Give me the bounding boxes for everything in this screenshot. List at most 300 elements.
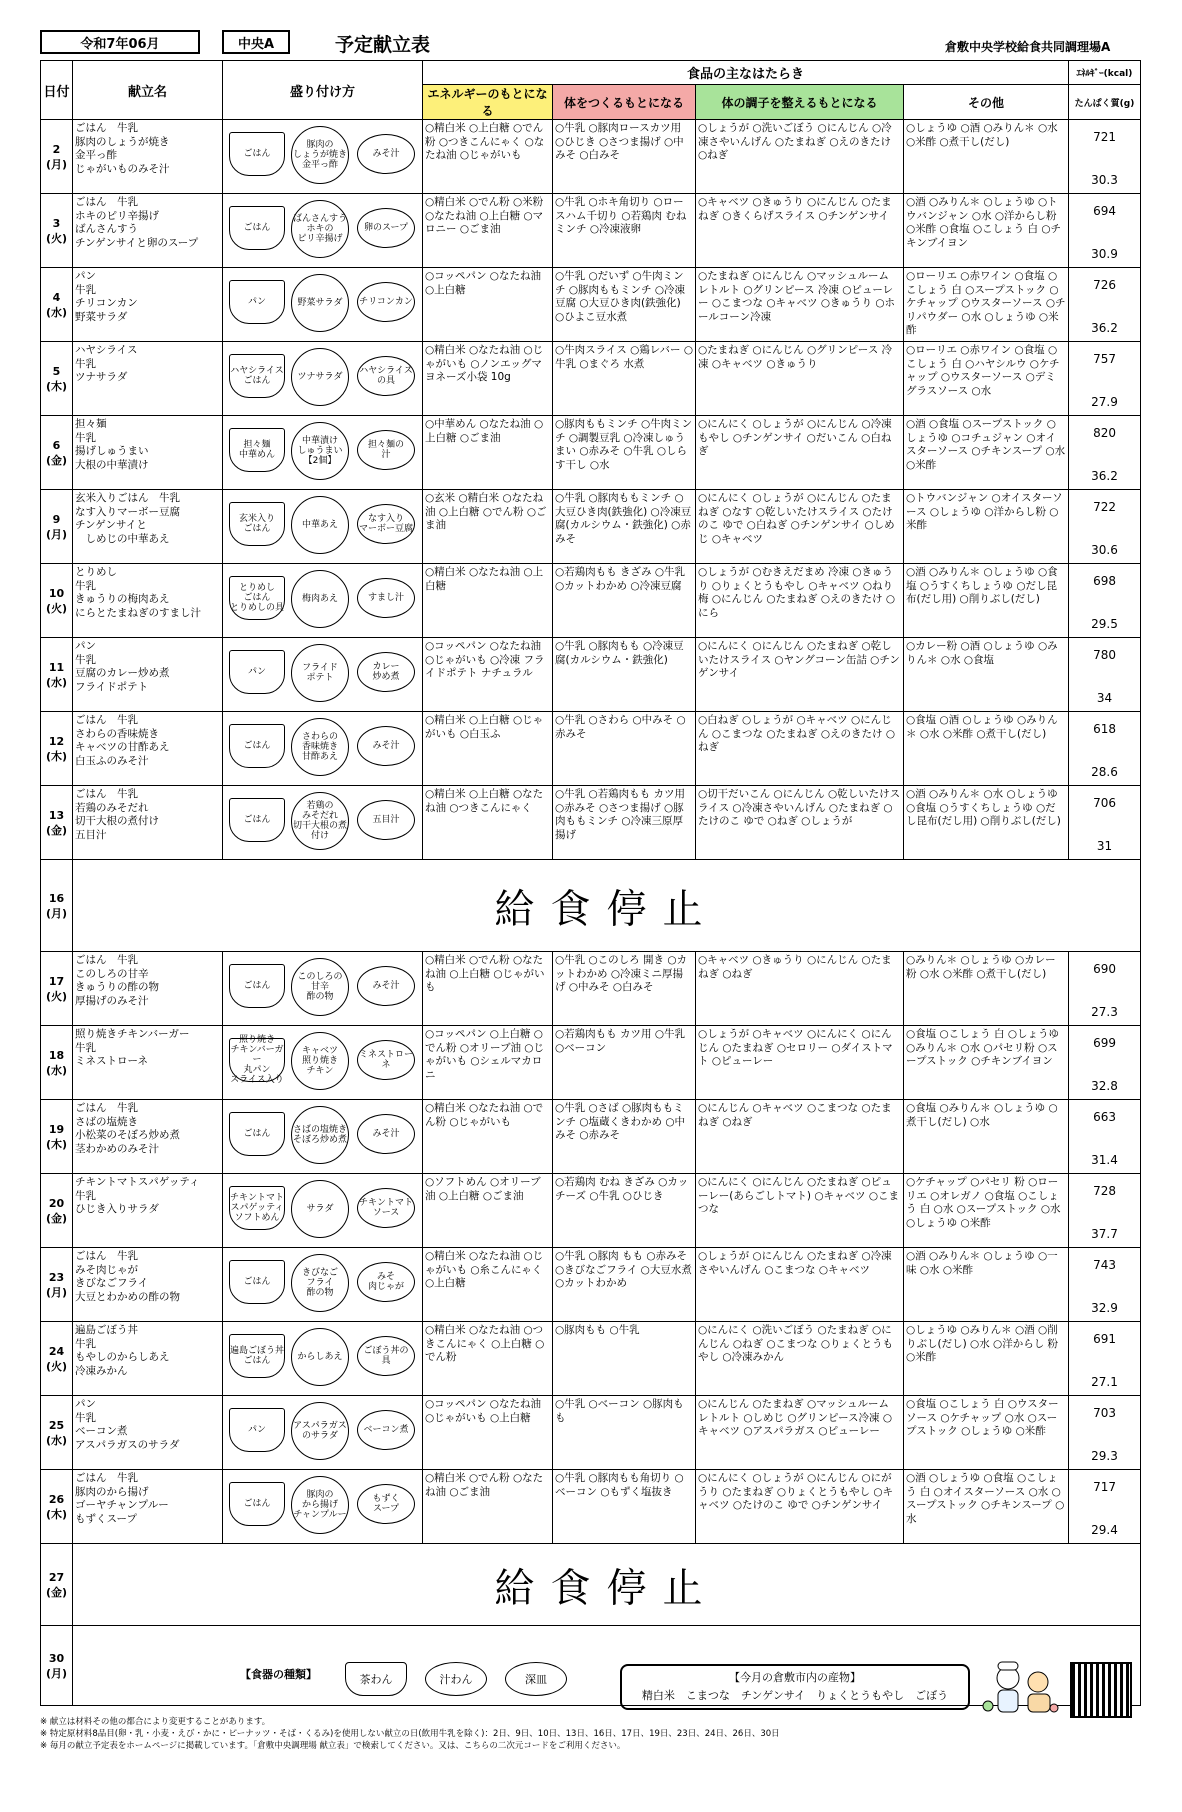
protein-g: 30.9: [1091, 247, 1118, 261]
day-of-week: (月): [45, 1285, 68, 1299]
energy-kcal: 694: [1093, 204, 1116, 218]
dish-name: ベーコン煮: [75, 1425, 128, 1437]
dish-name: 牛乳: [75, 653, 96, 666]
condition-food-cell: ○たまねぎ ○にんじん ○グリンピース 冷凍 ○キャベツ ○きゅうり: [696, 342, 904, 416]
dish-name: チンゲンサイと卵のスープ: [75, 236, 199, 249]
day-number: 30: [48, 1651, 65, 1665]
dish-name: 金平っ酢: [75, 149, 117, 161]
month-label: 令和7年06月: [40, 30, 200, 54]
other-ingredients-cell: ○酒 ○食塩 ○スープストック ○しょうゆ ○コチュジャン ○オイスターソース ○チキンスープ ○水 ○米酢: [904, 416, 1069, 490]
nutrition-cell: [1069, 194, 1141, 268]
day-cell: [41, 1470, 73, 1544]
day-of-week: (木): [45, 379, 68, 393]
soup-bowl: みそ汁: [357, 726, 415, 766]
col-energy-food: エネルギーのもとになる: [423, 85, 553, 120]
menu-cell: [73, 786, 223, 860]
dish-name: ごはん 牛乳: [75, 954, 138, 966]
dish-name: もやしのからしあえ: [75, 1351, 170, 1363]
other-ingredients-cell: ○ローリエ ○赤ワイン ○食塩 ○こしょう 白 ○スープストック ○ケチャップ ○ウスターソース ○チリパウダー ○水 ○しょうゆ ○米酢: [904, 268, 1069, 342]
dish-name: ごはん 牛乳: [75, 788, 138, 800]
day-cell: [41, 1248, 73, 1322]
day-cell: [41, 1322, 73, 1396]
dish-name: ごはん 牛乳: [75, 1472, 138, 1484]
col-day: 日付: [41, 61, 73, 120]
table-row: [41, 1248, 1141, 1322]
other-ingredients-cell: ○食塩 ○こしょう 白 ○ウスターソース ○ケチャップ ○水 ○スープストック ○しょうゆ ○米酢: [904, 1396, 1069, 1470]
rice-bowl: ごはん: [229, 206, 285, 250]
serving-diagram: [223, 952, 422, 1024]
day-number: 17: [48, 974, 65, 988]
energy-food-cell: ○精白米 ○なたね油 ○上白糖: [423, 564, 553, 638]
table-row: [41, 342, 1141, 416]
rice-bowl: 照り焼き チキンバーガー 丸パン スライス入り: [230, 1035, 284, 1085]
day-cell: [41, 194, 73, 268]
rice-bowl: ごはん: [229, 724, 285, 768]
body-food-cell: ○若鶏肉 むね きざみ ○カッチーズ ○牛乳 ○ひじき: [553, 1174, 696, 1248]
main-plate: 梅肉あえ: [291, 570, 349, 628]
energy-food-cell: ○精白米 ○なたね油 ○つきこんにゃく ○上白糖 ○でん粉: [423, 1322, 553, 1396]
table-row: [41, 416, 1141, 490]
energy-kcal: 743: [1093, 1258, 1116, 1272]
energy-food-cell: ○玄米 ○精白米 ○なたね油 ○上白糖 ○でん粉 ○ごま油: [423, 490, 553, 564]
chef-illustration-icon: [980, 1660, 1060, 1718]
condition-food-cell: ○しょうが ○にんじん ○たまねぎ ○冷凍さやいんげん ○こまつな ○キャベツ: [696, 1248, 904, 1322]
soup-bowl: なす入り マーボー豆腐: [357, 504, 415, 544]
nutrition-cell: [1069, 564, 1141, 638]
energy-kcal: 780: [1093, 648, 1116, 662]
dish-name: ハヤシライス: [75, 344, 138, 356]
soup-bowl: すまし汁: [357, 578, 415, 618]
day-of-week: (火): [45, 989, 68, 1003]
serving-cell: [223, 1100, 423, 1174]
nutrition-cell: [1069, 712, 1141, 786]
table-row: [41, 268, 1141, 342]
nutrition-cell: [1069, 1100, 1141, 1174]
dish-name: パン: [75, 640, 96, 652]
energy-food-cell: ○コッペパン ○上白糖 ○でん粉 ○オリーブ油 ○じゃがいも ○シェルマカロニ: [423, 1026, 553, 1100]
day-cell: [41, 1100, 73, 1174]
dish-name: きびなごフライ: [75, 1277, 149, 1289]
energy-food-cell: ○精白米 ○上白糖 ○でん粉 ○つきこんにゃく ○なたね油 ○じゃがいも: [423, 120, 553, 194]
dish-name: 照り焼きチキンバーガー: [75, 1028, 190, 1040]
day-cell: [41, 1544, 73, 1626]
soup-bowl: ごぼう丼の 具: [357, 1336, 415, 1376]
serving-cell: [223, 342, 423, 416]
other-ingredients-cell: ○酒 ○みりん＊ ○しょうゆ ○トウバンジャン ○水 ○洋からし粉 ○米酢 ○食塩 ○こしょう 白 ○チキンブイヨン: [904, 194, 1069, 268]
dish-name: 牛乳: [75, 1411, 96, 1424]
rice-bowl: ごはん: [229, 1260, 285, 1304]
menu-cell: [73, 1248, 223, 1322]
day-number: 27: [48, 1570, 65, 1584]
menu-cell: [73, 342, 223, 416]
main-plate: サラダ: [291, 1180, 349, 1238]
serving-diagram: [223, 416, 422, 488]
condition-food-cell: ○にんにく ○洗いごぼう ○たまねぎ ○にんじん ○ねぎ ○こまつな ○りょくとうもやし ○冷凍みかん: [696, 1322, 904, 1396]
day-of-week: (木): [45, 1507, 68, 1521]
dish-name: 牛乳: [75, 579, 96, 592]
dish-name: ミネストローネ: [75, 1055, 148, 1067]
main-plate: ツナサラダ: [291, 348, 349, 406]
table-row: [41, 564, 1141, 638]
energy-kcal: 717: [1093, 1480, 1116, 1494]
col-body-food: 体をつくるもとになる: [553, 85, 696, 120]
energy-food-cell: ○精白米 ○でん粉 ○なたね油 ○上白糖 ○じゃがいも: [423, 952, 553, 1026]
dish-name: 小松菜のそぼろ炒め煮: [75, 1129, 180, 1141]
protein-g: 29.3: [1091, 1449, 1118, 1463]
day-number: 23: [48, 1270, 65, 1284]
nutrition-cell: [1069, 786, 1141, 860]
protein-g: 36.2: [1091, 321, 1118, 335]
day-cell: [41, 1396, 73, 1470]
dish-name: とりめし: [75, 566, 117, 578]
day-cell: [41, 1026, 73, 1100]
nutrition-cell: [1069, 416, 1141, 490]
soup-bowl: みそ 肉じゃが: [357, 1262, 415, 1302]
nutrition-cell: [1069, 1470, 1141, 1544]
menu-cell: [73, 268, 223, 342]
dish-name: ごはん 牛乳: [75, 714, 138, 726]
other-ingredients-cell: ○しょうゆ ○みりん＊ ○酒 ○削りぶし(だし) ○水 ○洋からし 粉 ○米酢: [904, 1322, 1069, 1396]
dish-name: 豚肉のしょうが焼き: [75, 135, 170, 148]
soup-bowl: 卵のスープ: [357, 208, 415, 248]
dish-name: 五目汁: [75, 828, 107, 841]
dish-name: 豆腐のカレー炒め煮: [75, 667, 170, 679]
dish-name: 牛乳: [75, 1337, 96, 1350]
serving-diagram: [223, 1248, 422, 1320]
energy-food-cell: ○コッペパン ○なたね油 ○じゃがいも ○冷凍 フライドポテト ナチュラル: [423, 638, 553, 712]
rice-bowl: とりめし ごはん とりめしの具: [229, 576, 285, 620]
dish-name: 牛乳: [75, 431, 96, 444]
dish-name: このしろの甘辛: [75, 967, 149, 980]
nutrition-cell: [1069, 1322, 1141, 1396]
dish-name: 白玉ふのみそ汁: [75, 754, 149, 767]
day-number: 26: [48, 1492, 65, 1506]
main-plate: 若鶏の みそだれ 切干大根の煮付け: [291, 792, 349, 850]
rice-bowl: ハヤシライス ごはん: [229, 354, 285, 398]
protein-g: 34: [1096, 691, 1113, 705]
serving-cell: [223, 1248, 423, 1322]
energy-food-cell: ○精白米 ○上白糖 ○なたね油 ○つきこんにゃく: [423, 786, 553, 860]
day-of-week: (金): [45, 453, 68, 467]
day-of-week: (月): [45, 1666, 68, 1680]
dish-name: ホキのピリ辛揚げ: [75, 209, 159, 222]
dish-name: ごはん 牛乳: [75, 1102, 138, 1114]
day-number: 16: [48, 891, 65, 905]
condition-food-cell: ○キャベツ ○きゅうり ○にんじん ○たまねぎ ○ねぎ: [696, 952, 904, 1026]
body-food-cell: ○牛肉スライス ○鶏レバー ○牛乳 ○まぐろ 水煮: [553, 342, 696, 416]
menu-cell: [73, 120, 223, 194]
dish-name: フライドポテト: [75, 680, 149, 693]
day-cell: [41, 712, 73, 786]
table-row: [41, 786, 1141, 860]
energy-kcal: 728: [1093, 1184, 1116, 1198]
col-menu: 献立名: [73, 61, 223, 120]
dish-name: 茎わかめのみそ汁: [75, 1142, 159, 1155]
other-ingredients-cell: ○食塩 ○こしょう 白 ○しょうゆ ○みりん＊ ○水 ○パセリ粉 ○スープストック ○チキンブイヨン: [904, 1026, 1069, 1100]
condition-food-cell: ○キャベツ ○きゅうり ○にんじん ○たまねぎ ○きくらげスライス ○チンゲンサイ: [696, 194, 904, 268]
body-food-cell: ○牛乳 ○豚肉 もも ○赤みそ ○きびなごフライ ○大豆水煮 ○カットわかめ: [553, 1248, 696, 1322]
condition-food-cell: ○にんじん ○キャベツ ○こまつな ○たまねぎ ○ねぎ: [696, 1100, 904, 1174]
col-energy-unit: ｴﾈﾙｷﾞｰ(kcal): [1069, 61, 1141, 85]
soup-bowl: 担々麺の 汁: [357, 430, 415, 470]
day-of-week: (火): [45, 1359, 68, 1373]
dish-name: きゅうりの梅肉あえ: [75, 593, 170, 605]
dish-name: ゴーヤチャンプルー: [75, 1499, 169, 1511]
body-food-cell: ○若鶏肉もも きざみ ○牛乳 ○カットわかめ ○冷凍豆腐: [553, 564, 696, 638]
day-number: 18: [48, 1048, 65, 1062]
serving-diagram: [223, 194, 422, 266]
serving-cell: [223, 1396, 423, 1470]
menu-table: [40, 60, 1141, 1706]
nutrition-cell: [1069, 1026, 1141, 1100]
rice-bowl: パン: [229, 1408, 285, 1452]
legend-deep-plate: 深皿: [505, 1662, 567, 1696]
other-ingredients-cell: ○酒 ○みりん＊ ○しょうゆ ○食塩 ○うすくちしょうゆ ○だし昆布(だし用) ○削りぶし(だし): [904, 564, 1069, 638]
day-cell: [41, 342, 73, 416]
rice-bowl: ごはん: [229, 132, 285, 176]
energy-kcal: 722: [1093, 500, 1116, 514]
rice-bowl: 遍島ごぼう丼 ごはん: [229, 1334, 285, 1378]
main-plate: さばの塩焼き そぼろ炒め煮: [291, 1106, 349, 1164]
main-plate: ばんさんすう ホキの ピリ辛揚げ: [291, 200, 349, 258]
table-row: [41, 120, 1141, 194]
energy-kcal: 690: [1093, 962, 1116, 976]
note-1: ※ 献立は材料その他の都合により変更することがあります。: [40, 1717, 271, 1727]
table-row: [41, 952, 1141, 1026]
menu-cell: [73, 194, 223, 268]
rice-bowl: パン: [229, 650, 285, 694]
facility-name: 倉敷中央学校給食共同調理場A: [945, 40, 1111, 54]
nutrition-cell: [1069, 1174, 1141, 1248]
protein-g: 37.7: [1091, 1227, 1118, 1241]
serving-cell: [223, 1322, 423, 1396]
produce-items: 精白米 こまつな チンゲンサイ りょくとうもやし ごぼう: [641, 1689, 949, 1702]
serving-cell: [223, 268, 423, 342]
energy-food-cell: ○コッペパン ○なたね油 ○じゃがいも ○上白糖: [423, 1396, 553, 1470]
dish-name: じゃがいものみそ汁: [75, 162, 170, 175]
day-of-week: (月): [45, 157, 68, 171]
note-3: ※ 毎月の献立予定表をホームページに掲載しています。「倉敷中央調理場 献立表」で検索してください。又は、こちらの二次元コードをご利用ください。: [40, 1741, 626, 1751]
protein-g: 31: [1096, 839, 1113, 853]
nutrition-cell: [1069, 342, 1141, 416]
dish-name: ばんさんすう: [75, 223, 138, 235]
soup-bowl: 五目汁: [357, 800, 415, 840]
table-row: [41, 712, 1141, 786]
soup-bowl: カレー 炒め煮: [357, 652, 415, 692]
protein-g: 32.9: [1091, 1301, 1118, 1315]
body-food-cell: ○牛乳 ○だいず ○牛肉ミンチ ○豚肉ももミンチ ○冷凍豆腐 ○大豆ひき肉(鉄強化) ○ひよこ豆水煮: [553, 268, 696, 342]
energy-kcal: 703: [1093, 1406, 1116, 1420]
condition-food-cell: ○にんにく ○しょうが ○にんじん ○にがうり ○たまねぎ ○りょくとうもやし ○キャベツ ○たけのこ ゆで ○チンゲンサイ: [696, 1470, 904, 1544]
dish-name: パン: [75, 1398, 96, 1410]
soup-bowl: チリコンカン: [357, 282, 415, 322]
day-of-week: (火): [45, 231, 68, 245]
energy-food-cell: ○精白米 ○上白糖 ○じゃがいも ○白玉ふ: [423, 712, 553, 786]
note-2: ※ 特定原材料8品目(卵・乳・小麦・えび・かに・ピーナッツ・そば・くるみ)を使用しない献立の日(飲用牛乳を除く)：2日、9日、10日、13日、16日、17日、19日、23日、24日、26日、30日: [40, 1729, 780, 1739]
dish-name: ごはん 牛乳: [75, 1250, 138, 1262]
rice-bowl: ごはん: [229, 1112, 285, 1156]
condition-food-cell: ○にんじん ○たまねぎ ○マッシュルーム レトルト ○しめじ ○グリンピース冷凍 ○キャベツ ○アスパラガス ○ピューレー: [696, 1396, 904, 1470]
body-food-cell: ○牛乳 ○豚肉ロースカツ用 ○ひじき ○さつま揚げ ○中みそ ○白みそ: [553, 120, 696, 194]
day-number: 2: [52, 142, 61, 156]
serving-cell: [223, 194, 423, 268]
dish-name: 厚揚げのみそ汁: [75, 994, 149, 1007]
table-row: [41, 1026, 1141, 1100]
dish-name: ごはん 牛乳: [75, 122, 138, 134]
body-food-cell: ○豚肉ももミンチ ○牛肉ミンチ ○調製豆乳 ○冷凍しゅうまい ○赤みそ ○牛乳 ○しらす干し ○水: [553, 416, 696, 490]
nutrition-cell: [1069, 1248, 1141, 1322]
energy-food-cell: ○ソフトめん ○オリーブ油 ○上白糖 ○ごま油: [423, 1174, 553, 1248]
main-plate: さわらの 香味焼き 甘酢あえ: [291, 718, 349, 776]
energy-kcal: 699: [1093, 1036, 1116, 1050]
table-row: [41, 1322, 1141, 1396]
energy-kcal: 757: [1093, 352, 1116, 366]
protein-g: 28.6: [1091, 765, 1118, 779]
dish-name: 牛乳: [75, 1041, 96, 1054]
table-row: [41, 490, 1141, 564]
day-number: 10: [48, 586, 65, 600]
menu-cell: [73, 490, 223, 564]
table-row: [41, 860, 1141, 952]
col-condition-food: 体の調子を整えるもとになる: [696, 85, 904, 120]
rice-bowl: ごはん: [229, 798, 285, 842]
dish-name: ひじき入りサラダ: [75, 1203, 159, 1215]
condition-food-cell: ○しょうが ○キャベツ ○にんにく ○にんじん ○たまねぎ ○セロリー ○ダイストマト ○ピューレー: [696, 1026, 904, 1100]
protein-g: 27.9: [1091, 395, 1118, 409]
day-number: 19: [48, 1122, 65, 1136]
soup-bowl: ハヤシライス の具: [357, 356, 415, 396]
rice-bowl: 担々麺 中華めん: [229, 428, 285, 472]
qr-code-icon[interactable]: [1070, 1662, 1132, 1718]
condition-food-cell: ○しょうが ○むきえだまめ 冷凍 ○きゅうり ○りょくとうもやし ○キャベツ ○ねり梅 ○にんじん ○たまねぎ ○えのきたけ ○にら: [696, 564, 904, 638]
other-ingredients-cell: ○カレー粉 ○酒 ○しょうゆ ○みりん＊ ○水 ○食塩: [904, 638, 1069, 712]
energy-kcal: 698: [1093, 574, 1116, 588]
page-title: 予定献立表: [335, 34, 431, 56]
menu-cell: [73, 712, 223, 786]
day-of-week: (月): [45, 527, 68, 541]
body-food-cell: ○牛乳 ○ホキ角切り ○ロースハム千切り ○若鶏肉 むね ミンチ ○冷凍液卵: [553, 194, 696, 268]
protein-g: 32.8: [1091, 1079, 1118, 1093]
dish-name: 牛乳: [75, 357, 96, 370]
main-plate: からしあえ: [291, 1328, 349, 1386]
energy-kcal: 726: [1093, 278, 1116, 292]
dish-name: 野菜サラダ: [75, 310, 128, 323]
menu-cell: [73, 416, 223, 490]
day-of-week: (水): [45, 675, 68, 689]
main-plate: フライド ポテト: [291, 644, 349, 702]
local-produce-box: [620, 1664, 970, 1710]
day-cell: [41, 860, 73, 952]
protein-g: 27.1: [1091, 1375, 1118, 1389]
day-cell: [41, 564, 73, 638]
day-number: 24: [48, 1344, 65, 1358]
protein-g: 30.6: [1091, 543, 1118, 557]
other-ingredients-cell: ○食塩 ○酒 ○しょうゆ ○みりん＊ ○水 ○米酢 ○煮干し(だし): [904, 712, 1069, 786]
other-ingredients-cell: ○ケチャップ ○パセリ 粉 ○ローリエ ○オレガノ ○食塩 ○こしょう 白 ○水 ○スープストック ○水 ○しょうゆ ○米酢: [904, 1174, 1069, 1248]
protein-g: 29.4: [1091, 1523, 1118, 1537]
serving-diagram: [223, 1174, 422, 1246]
protein-g: 29.5: [1091, 617, 1118, 631]
serving-diagram: [223, 786, 422, 858]
kitchen-label: 中央A: [222, 30, 290, 54]
dish-name: 牛乳: [75, 283, 96, 296]
rice-bowl: 玄米入り ごはん: [229, 502, 285, 546]
main-plate: このしろの 甘辛 酢の物: [291, 958, 349, 1016]
energy-kcal: 721: [1093, 130, 1116, 144]
footer: [40, 1658, 1140, 1808]
day-of-week: (水): [45, 305, 68, 319]
table-row: [41, 1544, 1141, 1626]
protein-g: 30.3: [1091, 173, 1118, 187]
soup-bowl: みそ汁: [357, 966, 415, 1006]
menu-cell: [73, 638, 223, 712]
dish-name: しめじの中華あえ: [75, 532, 170, 545]
condition-food-cell: ○にんにく ○にんじん ○たまねぎ ○乾しいたけスライス ○ヤングコーン缶詰 ○チンゲンサイ: [696, 638, 904, 712]
protein-g: 36.2: [1091, 469, 1118, 483]
serving-diagram: [223, 1396, 422, 1468]
main-plate: きびなご フライ 酢の物: [291, 1254, 349, 1312]
table-row: [41, 1470, 1141, 1544]
body-food-cell: ○豚肉もも ○牛乳: [553, 1322, 696, 1396]
day-cell: [41, 638, 73, 712]
dish-name: 切干大根の煮付け: [75, 815, 159, 827]
soup-bowl: みそ汁: [357, 134, 415, 174]
day-cell: [41, 120, 73, 194]
menu-cell: [73, 1174, 223, 1248]
serving-cell: [223, 490, 423, 564]
energy-food-cell: ○精白米 ○でん粉 ○なたね油 ○ごま油: [423, 1470, 553, 1544]
dish-name: みそ肉じゃが: [75, 1263, 138, 1276]
body-food-cell: ○牛乳 ○豚肉ももミンチ ○大豆ひき肉(鉄強化) ○冷凍豆腐(カルシウム・鉄強化) ○赤みそ: [553, 490, 696, 564]
day-number: 5: [52, 364, 61, 378]
dish-name: にらとたまねぎのすまし汁: [75, 606, 201, 619]
protein-g: 31.4: [1091, 1153, 1118, 1167]
serving-diagram: [223, 712, 422, 784]
menu-cell: [73, 1026, 223, 1100]
day-number: 25: [48, 1418, 65, 1432]
condition-food-cell: ○たまねぎ ○にんじん ○マッシュルーム レトルト ○グリンピース 冷凍 ○ピューレー ○こまつな ○キャベツ ○きゅうり ○ホールコーン冷凍: [696, 268, 904, 342]
day-cell: [41, 490, 73, 564]
day-number: 9: [52, 512, 61, 526]
lunch-suspended-cell: [73, 1544, 1141, 1626]
serving-diagram: [223, 564, 422, 636]
body-food-cell: ○若鶏肉もも カツ用 ○牛乳 ○ベーコン: [553, 1026, 696, 1100]
menu-cell: [73, 1100, 223, 1174]
day-of-week: (金): [45, 823, 68, 837]
legend-rice-bowl: 茶わん: [345, 1662, 407, 1696]
day-cell: [41, 786, 73, 860]
body-food-cell: ○牛乳 ○豚肉もも角切り ○ベーコン ○もずく塩抜き: [553, 1470, 696, 1544]
serving-diagram: [223, 638, 422, 710]
body-food-cell: ○牛乳 ○ベーコン ○豚肉もも: [553, 1396, 696, 1470]
table-row: [41, 1396, 1141, 1470]
other-ingredients-cell: ○酒 ○みりん＊ ○しょうゆ ○一味 ○水 ○米酢: [904, 1248, 1069, 1322]
menu-cell: [73, 564, 223, 638]
energy-kcal: 663: [1093, 1110, 1116, 1124]
dish-name: なす入りマーボー豆腐: [75, 505, 180, 518]
main-plate: 野菜サラダ: [291, 274, 349, 332]
main-plate: キャベツ 照り焼き チキン: [291, 1032, 349, 1090]
rice-bowl: チキントマト スパゲッティ ソフトめん: [229, 1186, 285, 1230]
energy-kcal: 820: [1093, 426, 1116, 440]
dish-name: チリコンカン: [75, 297, 138, 309]
table-row: [41, 638, 1141, 712]
day-cell: [41, 268, 73, 342]
other-ingredients-cell: ○しょうゆ ○酒 ○みりん＊ ○水 ○米酢 ○煮干し(だし): [904, 120, 1069, 194]
serving-diagram: [223, 1026, 422, 1098]
col-serving: 盛り付け方: [223, 61, 423, 120]
legend-label: 【食器の種類】: [240, 1668, 317, 1681]
